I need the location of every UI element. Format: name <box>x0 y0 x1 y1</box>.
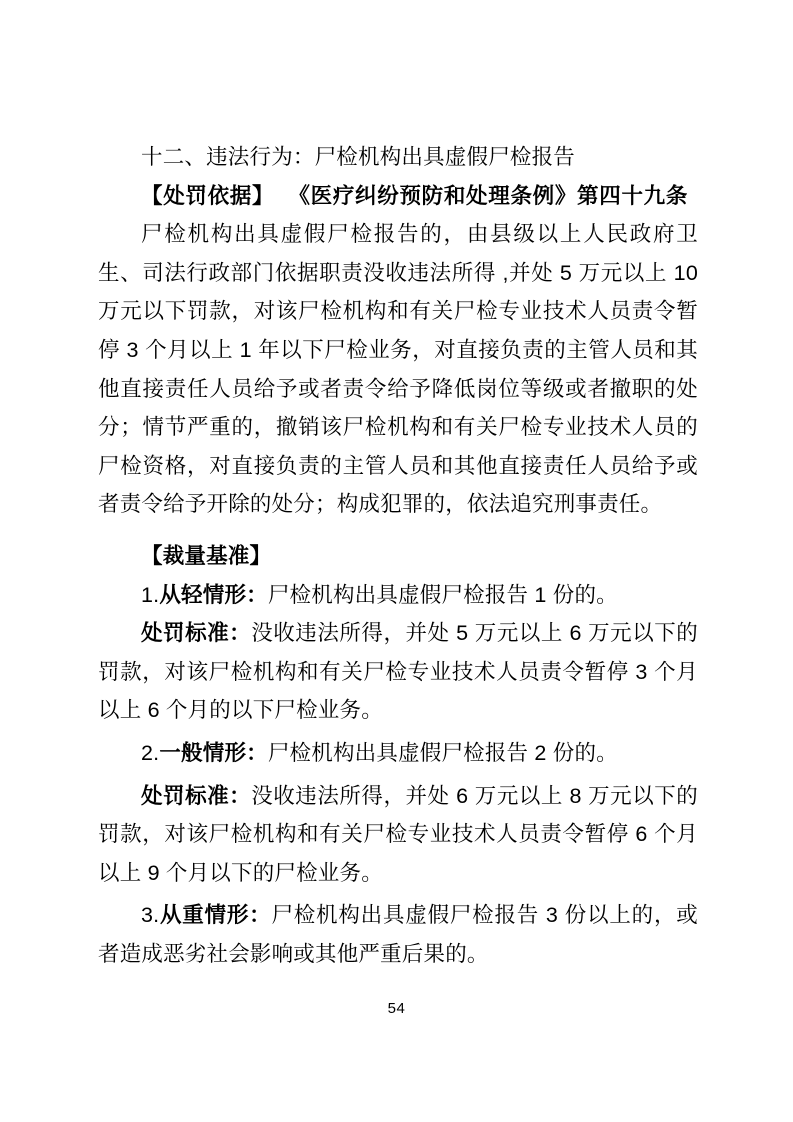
item-number: 2. <box>141 740 160 765</box>
item-label: 一般情形： <box>159 740 268 765</box>
item-text: 没收违法所得，并处 5 万元以上 6 万元以下的罚款，对该尸检机构和有关尸检专业技术人员责令暂停 3 个月以上 6 个月的以下尸检业务。 <box>98 621 698 723</box>
penalty-basis-label: 【处罚依据】 <box>141 183 275 208</box>
penalty-basis-heading <box>98 177 698 216</box>
item-aggravated-circumstance <box>98 896 698 973</box>
item-text: 尸检机构出具虚假尸检报告 3 份以上的，或者造成恶劣社会影响或其他严重后果的。 <box>98 903 698 966</box>
item-general-circumstance <box>98 734 698 773</box>
item-mitigated-circumstance <box>98 576 698 615</box>
law-name: 《医疗纠纷预防和处理条例》第四十九条 <box>299 183 689 208</box>
penalty-standard-2 <box>98 777 698 893</box>
penalty-basis-body: 尸检机构出具虚假尸检报告的，由县级以上人民政府卫生、司法行政部门依据职责没收违法所得 ,并处 5 万元以上 10 万元以下罚款，对该尸检机构和有关尸检专业技术人员责令暂停 3 个月以上 1 年以下尸检业务，对直接负责的主管人员和其他直接责任人员给予或者责令给予降低岗位等级或者撤职的处分；情节严重的，撤销该尸检机构和有关尸检专业技术人员的尸检资格，对直接负责的主管人员和其他直接责任人员给予或者责令给予开除的处分；构成犯罪的，依法追究刑事责任。 <box>98 222 698 517</box>
item-number: 3. <box>141 903 160 928</box>
item-label: 处罚标准： <box>141 621 252 646</box>
document-body <box>98 138 698 973</box>
doc-title: 十二、违法行为：尸检机构出具虚假尸检报告 <box>141 145 576 169</box>
item-text: 尸检机构出具虚假尸检报告 1 份的。 <box>267 582 618 607</box>
item-text: 尸检机构出具虚假尸检报告 2 份的。 <box>267 740 618 765</box>
discretion-heading: 【裁量基准】 <box>141 543 272 568</box>
item-label: 从重情形： <box>159 903 272 928</box>
page-number: 54 <box>387 1000 406 1017</box>
item-label: 从轻情形： <box>159 582 268 607</box>
item-label: 处罚标准： <box>141 783 252 808</box>
item-text: 没收违法所得，并处 6 万元以上 8 万元以下的罚款，对该尸检机构和有关尸检专业技术人员责令暂停 6 个月以上 9 个月以下的尸检业务。 <box>98 783 698 885</box>
item-number: 1. <box>141 582 160 607</box>
penalty-standard-1 <box>98 614 698 730</box>
